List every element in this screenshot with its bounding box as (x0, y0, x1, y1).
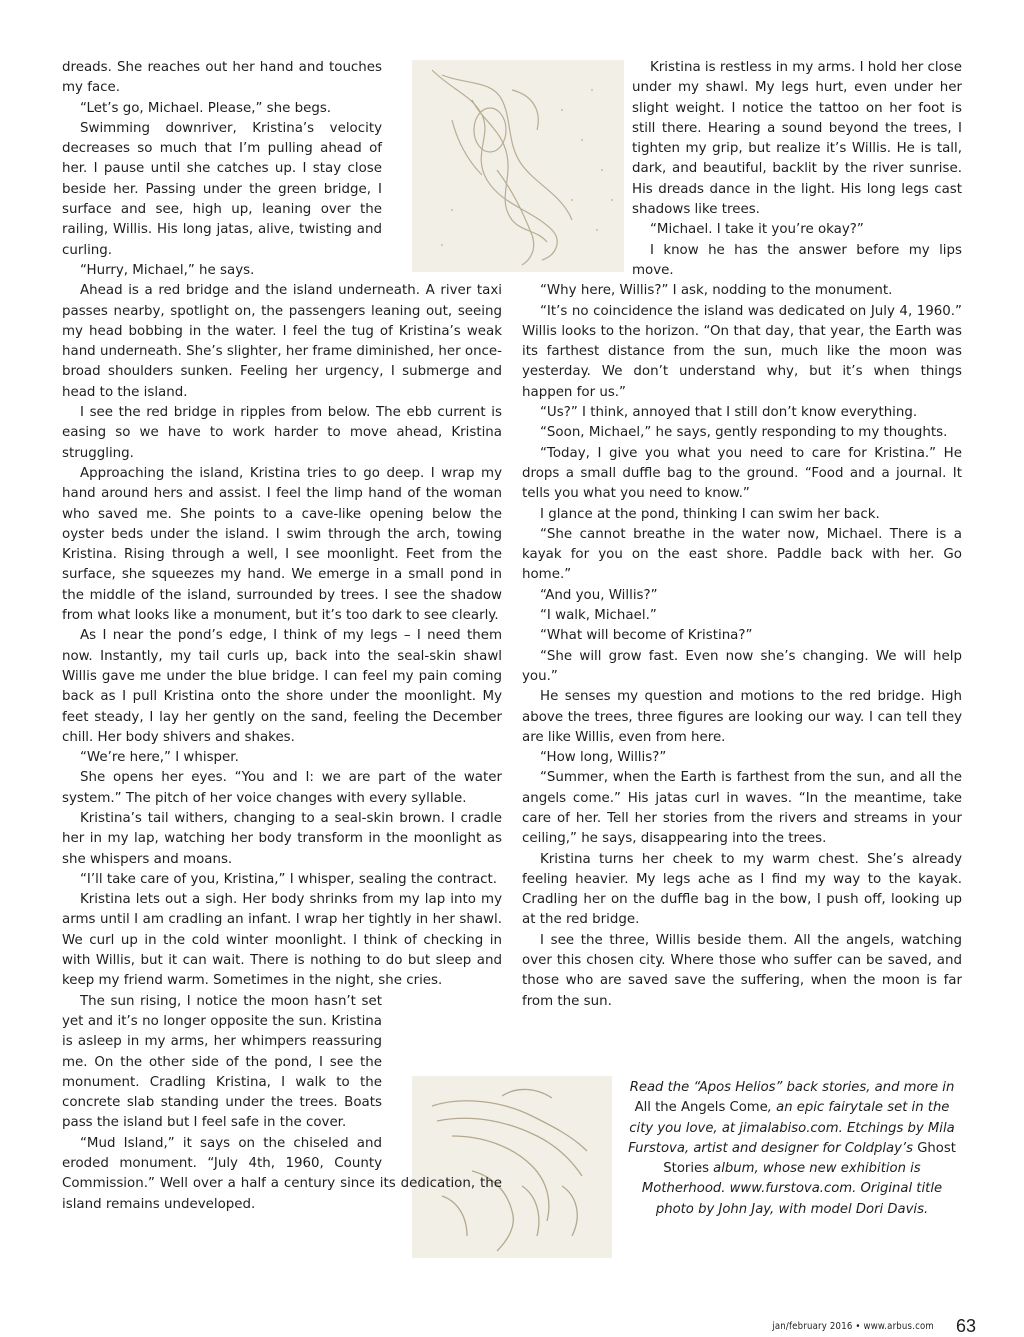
paragraph: “She will grow fast. Even now she’s changing. We will help you.” (522, 648, 962, 684)
page-footer (700, 1316, 976, 1336)
paragraph: “Us?” I think, annoyed that I still don’t know everything. (540, 405, 918, 421)
paragraph: “I’ll take care of you, Kristina,” I whisper, sealing the contract. (80, 871, 498, 887)
image-wrap-spacer (522, 58, 622, 270)
paragraph: I know he has the answer before my lips move. (632, 242, 962, 278)
footer-issue-text: jan/february 2016 • www.arbus.com (772, 1321, 934, 1332)
paragraph: I see the three, Willis beside them. All the angels, watching over this chosen city. Where those who suffer can be saved, and those who are saved save the suffering, when the moon is far from the sun. (522, 932, 962, 1009)
paragraph: I see the red bridge in ripples from below. The ebb current is easing so we have to work harder to move ahead, Kristina struggling. (62, 405, 502, 461)
paragraph: She opens her eyes. “You and I: we are part of the water system.” The pitch of her voice changes with every syllable. (62, 770, 502, 806)
paragraph: “Mud Island,” it says on the chiseled and eroded monument. “July 4th, 1960, County Commission.” Well over a half a century since its dedication, the island remains undeveloped. (62, 1135, 502, 1212)
paragraph: Kristina’s tail withers, changing to a seal-skin brown. I cradle her in my lap, watching her body transform in the moonlight as she whispers and moans. (62, 810, 502, 867)
image-wrap-spacer (390, 992, 502, 1164)
page-number: 63 (955, 1316, 976, 1336)
paragraph: “Let’s go, Michael. Please,” she begs. (80, 100, 332, 116)
paragraph: The sun rising, I notice the moon hasn’t set yet and it’s no longer opposite the sun. Kristina is asleep in my arms, her whimpers reassuring me. On the other side of the pond, I see the monument. Cradling Kristina, I walk to the concrete slab standing under the trees. Boats pass the island but I feel safe in the cover. (62, 993, 382, 1131)
paragraph: Approaching the island, Kristina tries to go deep. I wrap my hand around hers and assist. I feel the limp hand of the woman who saved me. She points to a cave-like opening below the oyster beds under the island. I swim through the arch, towing Kristina. Rising through a well, I see moonlight. Feet from the surface, she squeezes my hand. We emerge in a small pond in the middle of the island, surrounded by trees. I see the shadow from what looks like a monument, but it’s too dark to see clearly. (62, 465, 502, 624)
article-column-left (62, 58, 502, 1215)
paragraph: “Today, I give you what you need to care for Kristina.” He drops a small duffle bag to the ground. “Food and a journal. It tells you what you need to know.” (522, 445, 962, 502)
paragraph: Swimming downriver, Kristina’s velocity decreases so much that I’m pulling ahead of her. I pause until she catches up. I stay close beside her. Passing under the green bridge, I surface and see, high up, leaning over the railing, Willis. His long jatas, alive, twisting and curling. (62, 120, 382, 258)
paragraph: “And you, Willis?” (540, 587, 658, 603)
paragraph: “I walk, Michael.” (540, 608, 657, 624)
caption-text: Read the “Apos Helios” back stories, and more in (629, 1080, 955, 1095)
paragraph: Kristina turns her cheek to my warm chest. She’s already feeling heavier. My legs ache as I find my way to the kayak. Cradling her on the duffle bag in the bow, I push off, looking up at the red bridge. (522, 851, 962, 928)
paragraph: I glance at the pond, thinking I can swim her back. (540, 506, 880, 522)
paragraph: “How long, Willis?” (540, 750, 667, 766)
paragraph: “Why here, Willis?” I ask, nodding to the monument. (540, 283, 893, 299)
paragraph: “Hurry, Michael,” he says. (80, 262, 255, 278)
caption-text: , an epic fairytale set in the city you love, at jimalabiso.com. Etchings by Mila Furstova, artist and designer for Coldplay’s (628, 1100, 955, 1156)
paragraph: “It’s no coincidence the island was dedicated on July 4, 1960.” Willis looks to the horizon. “On that day, that year, the Earth was its farthest distance from the sun, much like the moon was yesterday. We don’t understand why, but it’s when things happen for us.” (522, 303, 962, 400)
paragraph: As I near the pond’s edge, I think of my legs – I need them now. Instantly, my tail curls up, back into the seal-skin shawl Willis gave me under the blue bridge. I can feel my pain coming back as I pull Kristina onto the shore under the moonlight. My feet steady, I lay her gently on the sand, feeling the December chill. Her body shivers and shakes. (62, 628, 502, 745)
article-column-right (522, 58, 962, 1012)
caption-book-title: All the Angels Come (634, 1100, 768, 1116)
paragraph: “We’re here,” I whisper. (80, 750, 239, 766)
caption-text: album, whose new exhibition is Motherhood. www.furstova.com. Original title photo by John Jay, with model Dori Davis. (641, 1161, 943, 1217)
paragraph: Kristina is restless in my arms. I hold her close under my shawl. My legs hurt, even under her slight weight. I notice the tattoo on her foot is still there. Hearing a sound beyond the trees, I tighten my grip, but realize it’s Willis. He is tall, dark, and beautiful, backlit by the river sunrise. His dreads dance in the light. His long legs cast shadows like trees. (632, 60, 962, 218)
paragraph: Ahead is a red bridge and the island underneath. A river taxi passes nearby, spotlight on, the passengers leaning out, seeing my head bobbing in the water. I feel the tug of Kristina’s weak hand underneath. She’s slighter, her frame diminished, her once-broad shoulders sunken. Feeling her urgency, I submerge and head to the island. (62, 283, 502, 400)
image-wrap-spacer (390, 58, 502, 258)
paragraph: dreads. She reaches out her hand and touches my face. (62, 60, 382, 96)
paragraph: He senses my question and motions to the red bridge. High above the trees, three figures are looking our way. I can tell they are like Willis, even from here. (522, 689, 962, 745)
paragraph: “Summer, when the Earth is farthest from the sun, and all the angels come.” His jatas curl in waves. “In the meantime, take care of her. Tell her stories from the rivers and streams in your ceiling,” he says, disappearing into the trees. (522, 770, 962, 847)
paragraph: “What will become of Kristina?” (540, 628, 753, 644)
paragraph: “She cannot breathe in the water now, Michael. There is a kayak for you on the east shore. Paddle back with her. Go home.” (522, 526, 962, 583)
paragraph: Kristina lets out a sigh. Her body shrinks from my lap into my arms until I am cradling an infant. I wrap her tightly in her shawl. We curl up in the cold winter moonlight. I think of checking in with Willis, but it can wait. There is nothing to do but sleep and keep my friend warm. Sometimes in the night, she cries. (62, 892, 502, 989)
paragraph: “Michael. I take it you’re okay?” (650, 222, 864, 238)
paragraph: “Soon, Michael,” he says, gently responding to my thoughts. (540, 425, 948, 441)
caption-album-title: Ghost Stories (663, 1140, 956, 1177)
credits-caption (622, 1078, 962, 1220)
